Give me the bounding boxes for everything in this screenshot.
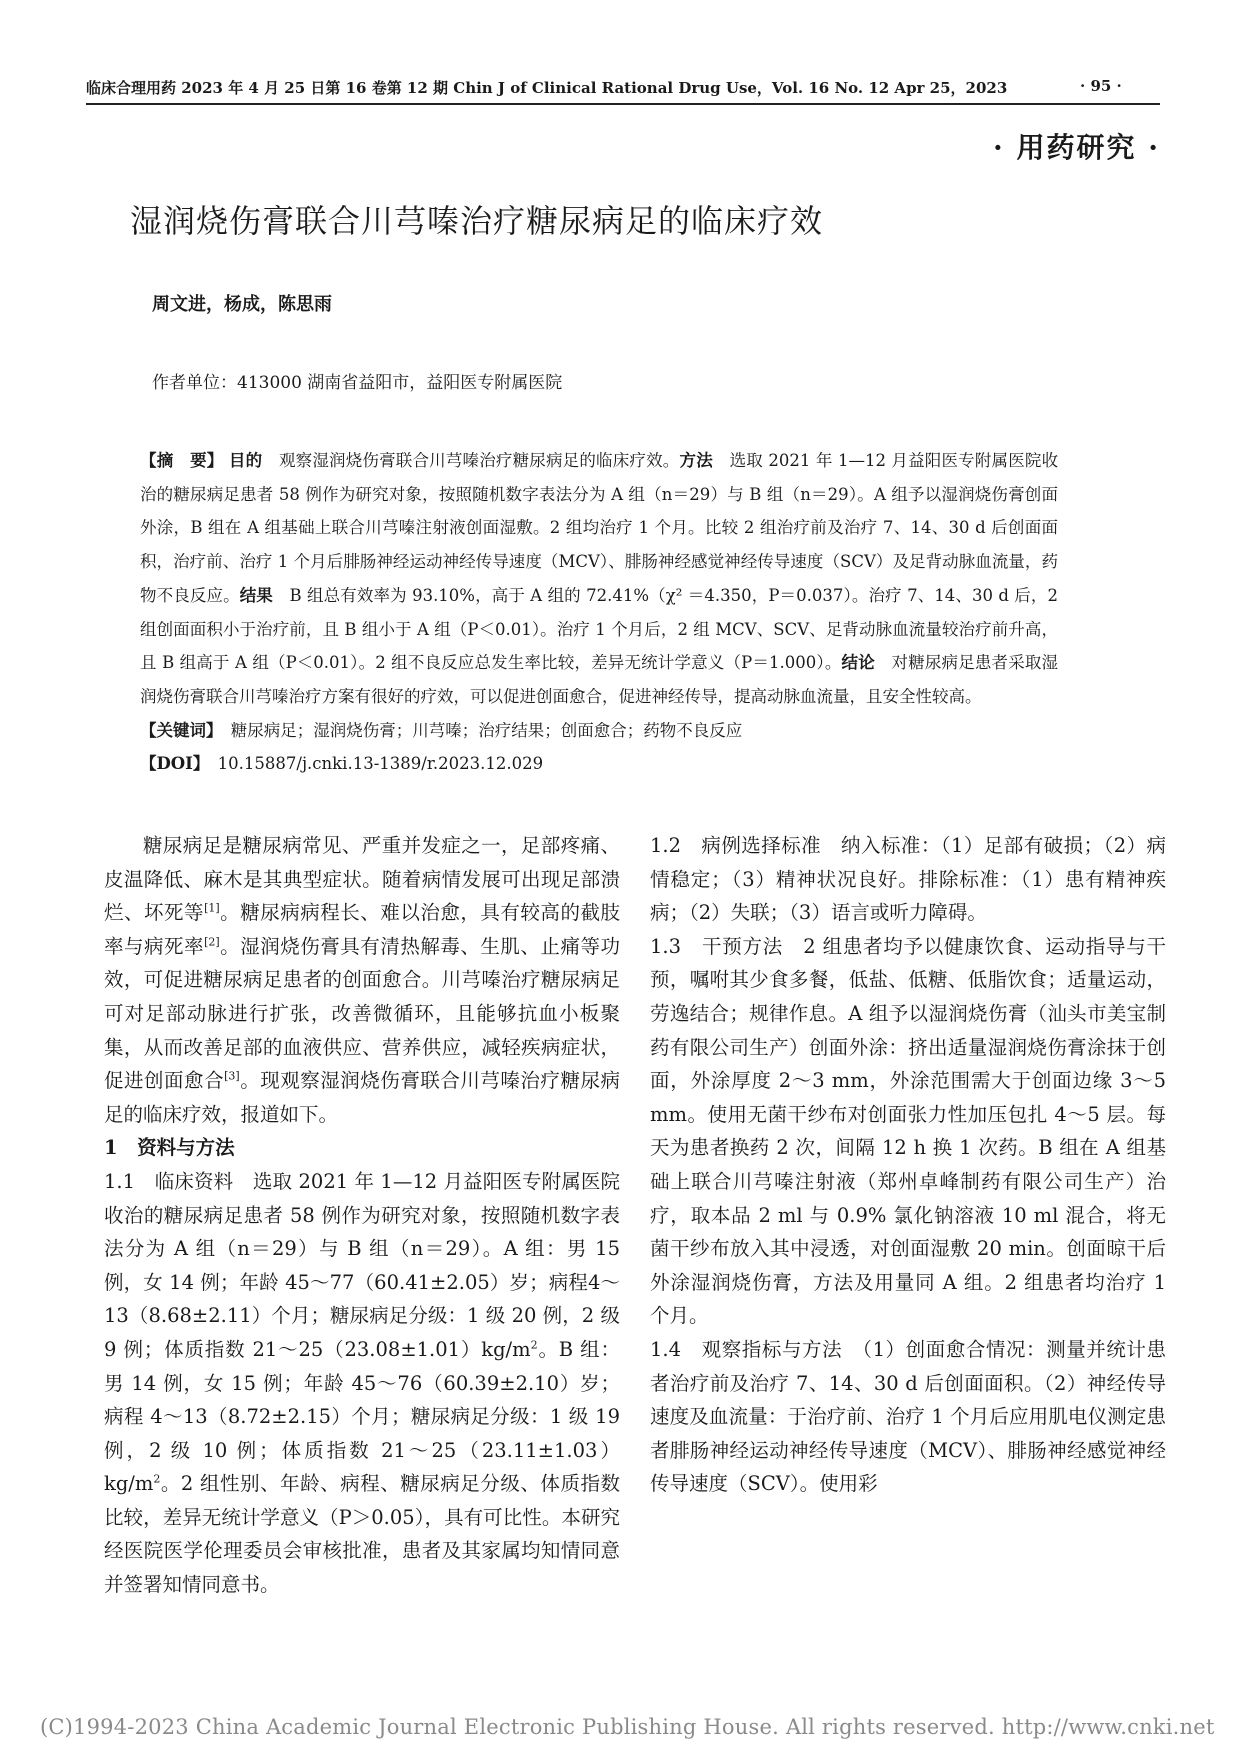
superscript-2: 2 [153, 1472, 161, 1486]
section-1-2-paragraph: 1.2 病例选择标准 纳入标准：（1）足部有破损；（2）病情稳定；（3）精神状况良好。排除标准：（1）患有精神疾病；（2）失联；（3）语言或听力障碍。 [650, 834, 1166, 925]
copyright-footer: (C)1994-2023 China Academic Journal Electronic Publishing House. All rights reserved. http://www.cnki.net [40, 1715, 1215, 1739]
section-tag: · 用药研究 · [993, 131, 1160, 164]
author-affiliation: 作者单位：413000 湖南省益阳市，益阳医专附属医院 [152, 373, 563, 393]
keywords-label: 【关键词】 [140, 720, 215, 740]
superscript-2: 2 [530, 1338, 538, 1352]
methods-text: 选取 2021 年 1—12 月益阳医专附属医院收治的糖尿病足患者 58 例作为研究对象，按照随机数字表法分为 A 组（n＝29）与 B 组（n＝29）。A 组予以湿润烧伤膏创面外涂，B 组在 A 组基础上联合川芎嗪注射液创面湿敷。2 组均治疗 1 个月。比较 2 组治疗前及治疗 7、14、30 d 后创面面积，治疗前、治疗 1 个月后腓肠神经运动神经传导速度（MCV）、腓肠神经感觉神经传导速度（SCV）及足背动脉血流量，药物不良反应。 [140, 451, 1059, 605]
abstract-paragraph [140, 444, 1058, 714]
intro-paragraph [104, 829, 620, 1131]
citation-3[interactable]: [3] [224, 1069, 240, 1083]
results-label: 结果 [239, 585, 273, 605]
keywords-text: 糖尿病足；湿润烧伤膏；川芎嗪；治疗结果；创面愈合；药物不良反应 [230, 720, 743, 740]
section-1-1-paragraph [104, 1165, 620, 1602]
methods-label: 方法 [679, 451, 713, 470]
results-text: B 组总有效率为 93.10%，高于 A 组的 72.41%（χ² ＝4.350，P＝0.037）。治疗 7、14、30 d 后，2 组创面面积小于治疗前，且 B 组小于 A 组（P＜0.01）。治疗 1 个月后，2 组 MCV、SCV、足背动脉血流量较治疗前升高，且 B 组高于 A 组（P＜0.01）。2 组不良反应总发生率比较，差异无统计学意义（P＝1.000）。 [140, 585, 1059, 673]
intro-text-4: 。现观察湿润烧伤膏联合川芎嗪治疗糖尿病足的临床疗效，报道如下。 [104, 1069, 620, 1126]
article-title: 湿润烧伤膏联合川芎嗪治疗糖尿病足的临床疗效 [130, 202, 824, 240]
body-column-left [104, 829, 620, 1602]
doi-line [140, 747, 1058, 781]
objective-label: 目的 [228, 451, 263, 470]
abstract-label: 【摘 要】 [140, 451, 224, 470]
section-1-1-text-1: 1.1 临床资料 选取 2021 年 1—12 月益阳医专附属医院收治的糖尿病足患者 58 例作为研究对象，按照随机数字表法分为 A 组（n＝29）与 B 组（n＝29）。A 组：男 15 例，女 14 例；年龄 45～77（60.41±2.05）岁；病程4～13（8.68±2.11）个月；糖尿病足分级：1 级 20 例，2 级 9 例；体质指数 21～25（23.08±1.01）kg/m [104, 1169, 620, 1361]
doi-link[interactable]: 10.15887/j.cnki.13-1389/r.2023.12.029 [217, 754, 544, 774]
citation-2[interactable]: [2] [204, 935, 220, 949]
intro-text-2: 。糖尿病病程长、难以治愈，具有较高的截肢率与病死率 [104, 901, 620, 958]
citation-1[interactable]: [1] [204, 901, 220, 915]
section-1-1-text-2: 。B 组：男 14 例，女 15 例；年龄 45～76（60.39±2.10）岁；病程 4～13（8.72±2.15）个月；糖尿病足分级：1 级 19 例，2 级 10 例；体质指数 21～25（23.11±1.03）kg/m [104, 1337, 621, 1496]
author-list: 周文进，杨成，陈思雨 [152, 294, 332, 315]
header-rule [86, 103, 1160, 105]
abstract-block [140, 444, 1058, 781]
intro-text-1: 糖尿病足是糖尿病常见、严重并发症之一，足部疼痛、皮温降低、麻木是其典型症状。随着病情发展可出现足部溃烂、坏死等 [104, 834, 620, 925]
section-heading-1: 1 资料与方法 [104, 1136, 235, 1160]
running-header: 临床合理用药 2023 年 4 月 25 日第 16 卷第 12 期 Chin J of Clinical Rational Drug Use，Vol. 16 No. 12 Apr 25，2023 [86, 79, 1008, 97]
intro-text-3: 。湿润烧伤膏具有清热解毒、生肌、止痛等功效，可促进糖尿病足患者的创面愈合。川芎嗪治疗糖尿病足可对足部动脉进行扩张，改善微循环，且能够抗血小板聚集，从而改善足部的血液供应、营养供应，减轻疾病症状，促进创面愈合 [104, 934, 620, 1093]
section-1-1-text-3: 。2 组性别、年龄、病程、糖尿病足分级、体质指数比较，差异无统计学意义（P＞0.05），具有可比性。本研究经医院医学伦理委员会审核批准，患者及其家属均知情同意并签署知情同意书。 [104, 1472, 620, 1597]
conclusion-text: 对糖尿病足患者采取湿润烧伤膏联合川芎嗪治疗方案有很好的疗效，可以促进创面愈合，促进神经传导，提高动脉血流量，且安全性较高。 [140, 653, 1059, 706]
section-1-4-paragraph: 1.4 观察指标与方法 （1）创面愈合情况：测量并统计患者治疗前及治疗 7、14、30 d 后创面面积。（2）神经传导速度及血流量：于治疗前、治疗 1 个月后应用肌电仪测定患者腓肠神经运动神经传导速度（MCV）、腓肠神经感觉神经传导速度（SCV）。使用彩 [650, 1337, 1166, 1496]
conclusion-label: 结论 [841, 653, 875, 673]
objective-text: 观察湿润烧伤膏联合川芎嗪治疗糖尿病足的临床疗效。 [278, 451, 680, 470]
doi-label: 【DOI】 [140, 754, 202, 774]
page-number: · 95 · [1080, 77, 1122, 95]
body-column-right [650, 829, 1166, 1501]
section-1-3-paragraph: 1.3 干预方法 2 组患者均予以健康饮食、运动指导与干预，嘱咐其少食多餐，低盐、低糖、低脂饮食；适量运动，劳逸结合；规律作息。A 组予以湿润烧伤膏（汕头市美宝制药有限公司生产）创面外涂：挤出适量湿润烧伤膏涂抹于创面，外涂厚度 2～3 mm，外涂范围需大于创面边缘 3～5 mm。使用无菌干纱布对创面张力性加压包扎 4～5 层。每天为患者换药 2 次，间隔 12 h 换 1 次药。B 组在 A 组基础上联合川芎嗪注射液（郑州卓峰制药有限公司生产）治疗，取本品 2 ml 与 0.9% 氯化钠溶液 10 ml 混合，将无菌干纱布放入其中浸透，对创面湿敷 20 min。创面晾干后外涂湿润烧伤膏，方法及用量同 A 组。2 组患者均治疗 1 个月。 [650, 934, 1166, 1328]
keywords-line [140, 714, 1058, 748]
